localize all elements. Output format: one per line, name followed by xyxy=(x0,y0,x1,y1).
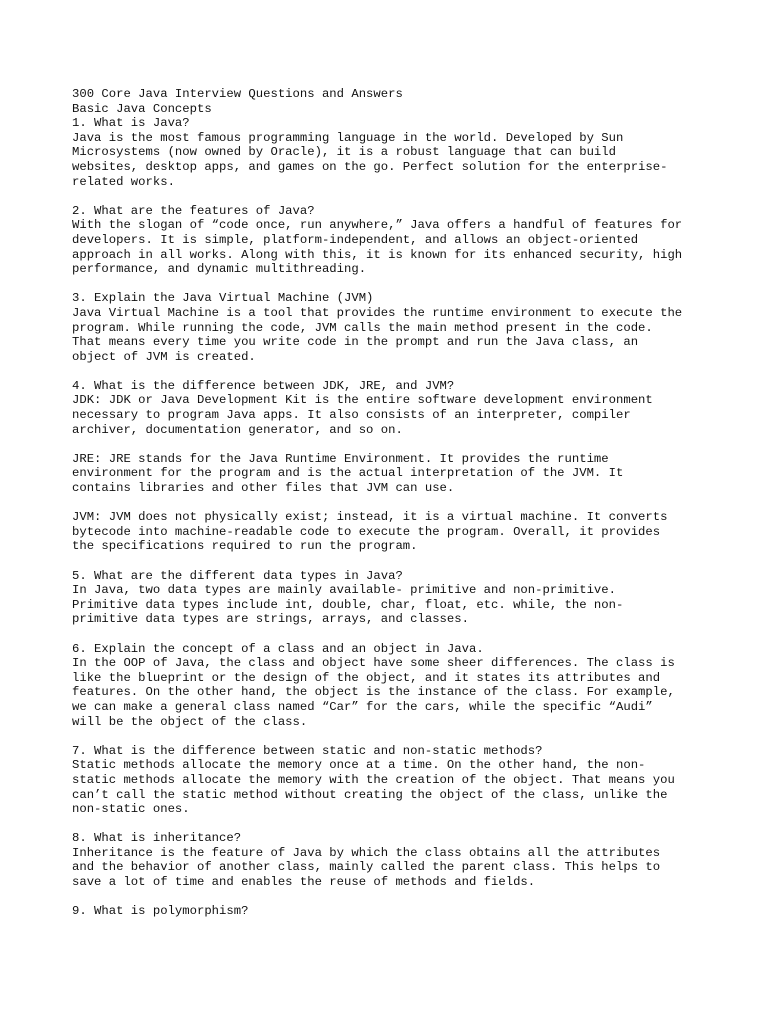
text-line: Java is the most famous programming language in the world. Developed by Sun xyxy=(72,130,624,145)
paragraph-block xyxy=(72,904,732,919)
text-line: features. On the other hand, the object is the instance of the class. For example, xyxy=(72,685,675,700)
question-heading: 1. What is Java? xyxy=(72,116,190,131)
paragraph-block xyxy=(72,642,732,730)
text-line: like the blueprint or the design of the object, and it states its attributes and xyxy=(72,670,661,685)
text-line: program. While running the code, JVM calls the main method present in the code. xyxy=(72,320,653,335)
question-heading: 2. What are the features of Java? xyxy=(72,203,315,218)
question-heading: 9. What is polymorphism? xyxy=(72,904,249,919)
text-line: Microsystems (now owned by Oracle), it is a robust language that can build xyxy=(72,145,616,160)
text-line: Java Virtual Machine is a tool that provides the runtime environment to execute the xyxy=(72,305,683,320)
question-heading: 6. Explain the concept of a class and an object in Java. xyxy=(72,641,484,656)
text-line: Inheritance is the feature of Java by which the class obtains all the attributes xyxy=(72,845,661,860)
text-line: non-static ones. xyxy=(72,802,190,817)
question-heading: 7. What is the difference between static and non-static methods? xyxy=(72,743,543,758)
text-line: environment for the program and is the actual interpretation of the JVM. It xyxy=(72,466,624,481)
paragraph-block xyxy=(72,569,732,627)
text-line: save a lot of time and enables the reuse of methods and fields. xyxy=(72,875,536,890)
text-line: websites, desktop apps, and games on the go. Perfect solution for the enterprise- xyxy=(72,159,668,174)
text-line: JRE: JRE stands for the Java Runtime Environment. It provides the runtime xyxy=(72,451,609,466)
text-line: In the OOP of Java, the class and object have some sheer differences. The class is xyxy=(72,656,675,671)
text-line: Primitive data types include int, double, char, float, etc. while, the non- xyxy=(72,597,624,612)
text-line: related works. xyxy=(72,174,175,189)
text-line: In Java, two data types are mainly available- primitive and non-primitive. xyxy=(72,583,616,598)
paragraph-block xyxy=(72,744,732,817)
text-line: archiver, documentation generator, and so on. xyxy=(72,422,403,437)
text-line: bytecode into machine-readable code to execute the program. Overall, it provides xyxy=(72,524,661,539)
text-line: performance, and dynamic multithreading. xyxy=(72,262,367,277)
text-line: the specifications required to run the program. xyxy=(72,539,418,554)
text-line: we can make a general class named “Car” for the cars, while the specific “Audi” xyxy=(72,699,653,714)
document-title: 300 Core Java Interview Questions and Answers xyxy=(72,87,403,101)
document-body xyxy=(72,116,732,919)
question-heading: 3. Explain the Java Virtual Machine (JVM) xyxy=(72,291,374,306)
text-line: With the slogan of “code once, run anywhere,” Java offers a handful of features for xyxy=(72,218,683,233)
text-line: static methods allocate the memory with the creation of the object. That means you xyxy=(72,772,675,787)
text-line: will be the object of the class. xyxy=(72,714,308,729)
text-line: contains libraries and other files that JVM can use. xyxy=(72,481,455,496)
question-heading: 4. What is the difference between JDK, JRE, and JVM? xyxy=(72,378,455,393)
paragraph-block xyxy=(72,379,732,437)
paragraph-block xyxy=(72,204,732,277)
paragraph-block xyxy=(72,452,732,496)
section-heading: Basic Java Concepts xyxy=(72,101,212,116)
text-line: and the behavior of another class, mainly called the parent class. This helps to xyxy=(72,860,661,875)
text-line: approach in all works. Along with this, it is known for its enhanced security, high xyxy=(72,247,683,262)
document-page xyxy=(72,87,732,919)
text-line: JDK: JDK or Java Development Kit is the entire software development environment xyxy=(72,393,653,408)
question-heading: 8. What is inheritance? xyxy=(72,831,242,846)
text-line: can’t call the static method without creating the object of the class, unlike the xyxy=(72,787,668,802)
text-line: object of JVM is created. xyxy=(72,349,256,364)
text-line: That means every time you write code in the prompt and run the Java class, an xyxy=(72,335,639,350)
question-heading: 5. What are the different data types in Java? xyxy=(72,568,403,583)
paragraph-block xyxy=(72,831,732,889)
paragraph-block xyxy=(72,116,732,189)
text-line: JVM: JVM does not physically exist; instead, it is a virtual machine. It converts xyxy=(72,510,668,525)
text-line: developers. It is simple, platform-independent, and allows an object-oriented xyxy=(72,232,639,247)
text-line: primitive data types are strings, arrays, and classes. xyxy=(72,612,469,627)
paragraph-block xyxy=(72,510,732,554)
text-line: Static methods allocate the memory once at a time. On the other hand, the non- xyxy=(72,758,646,773)
text-line: necessary to program Java apps. It also consists of an interpreter, compiler xyxy=(72,408,631,423)
paragraph-block xyxy=(72,291,732,364)
